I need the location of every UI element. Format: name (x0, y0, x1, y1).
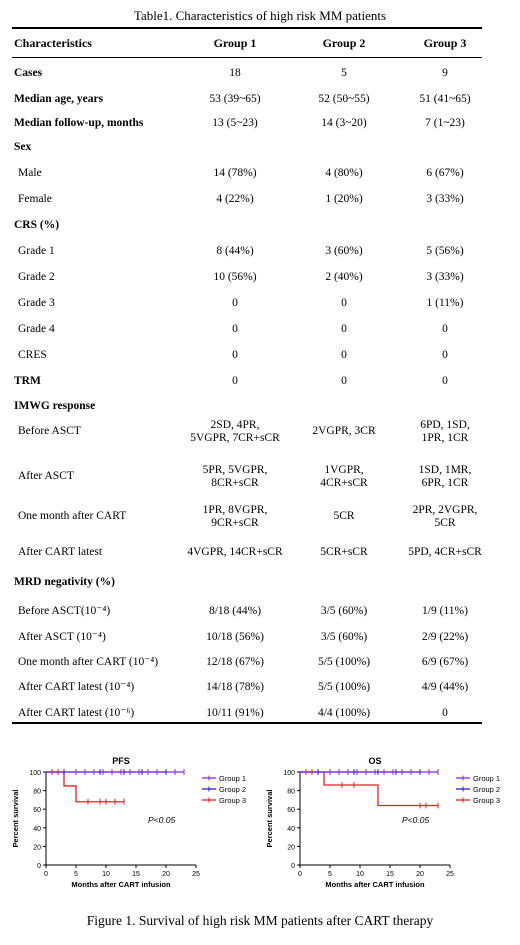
header-characteristics: Characteristics (14, 36, 92, 50)
cell-group-3: 51 (41~65) (419, 93, 471, 105)
cell-group-1: 12/18 (67%) (206, 656, 264, 668)
cell-group-1: 10/18 (56%) (206, 631, 264, 643)
cell-group-3: 2/9 (22%) (421, 631, 469, 643)
x-tick-label: 20 (416, 871, 424, 878)
cell-group-3: 3 (33%) (426, 271, 464, 283)
y-tick-label: 40 (287, 825, 295, 833)
figure-caption: Figure 1. Survival of high risk MM patients after CART therapy (86, 913, 434, 928)
cell-group-3: 6/9 (67%) (421, 656, 469, 668)
cell-group-2: 0 (341, 375, 347, 387)
legend-entry: Group 1 (219, 774, 247, 783)
row-label: After ASCT (10⁻⁴) (18, 631, 106, 643)
row-label: Median follow-up, months (14, 117, 144, 129)
row-label: Grade 2 (18, 271, 55, 283)
cell-group-1: 10 (56%) (213, 271, 257, 283)
legend-entry: Group 3 (219, 796, 247, 805)
header-group-2: Group 2 (322, 36, 366, 50)
x-tick-label: 25 (446, 871, 454, 878)
survival-curve-group-3 (300, 772, 438, 805)
x-tick-label: 15 (386, 871, 394, 878)
cell-group-1: 0 (232, 375, 238, 387)
y-tick-label: 40 (33, 825, 41, 833)
row-label: Male (18, 167, 42, 179)
cell-group-1: 53 (39~65) (209, 93, 261, 105)
cell-group-3: 1PR, 1CR (421, 431, 469, 444)
row-label: One month after CART (18, 510, 127, 522)
cell-group-1: 18 (229, 67, 241, 79)
cell-group-3: 9 (442, 67, 448, 79)
y-tick-label: 100 (29, 770, 41, 777)
cell-group-3: 2PR, 2VGPR, (412, 503, 478, 516)
survival-curve-group-3 (46, 772, 124, 802)
cell-group-1: 8CR+sCR (211, 476, 259, 489)
cell-group-1: 1PR, 8VGPR, (202, 503, 268, 516)
cell-group-3: 7 (1~23) (425, 117, 465, 129)
cell-group-2: 2 (40%) (325, 271, 363, 283)
cell-group-1: 5VGPR, 7CR+sCR (190, 431, 280, 444)
legend-entry: Group 1 (473, 774, 501, 783)
row-label: After CART latest (18, 546, 103, 558)
x-tick-label: 5 (328, 871, 332, 878)
cell-group-3: 6PD, 1SD, (420, 418, 470, 431)
cell-group-2: 5 (341, 67, 347, 79)
table-bottom-rule (12, 722, 482, 724)
cell-group-2: 1VGPR, (324, 463, 364, 476)
cell-group-2: 1 (20%) (325, 193, 363, 205)
cell-group-1: 9CR+sCR (211, 516, 259, 529)
cell-group-3: 1SD, 1MR, (418, 463, 472, 476)
cell-group-3: 0 (442, 707, 448, 719)
row-label: Grade 1 (18, 245, 55, 257)
cell-group-3: 1/9 (11%) (422, 605, 468, 617)
row-label: CRS (%) (14, 219, 60, 231)
cell-group-2: 52 (50~55) (318, 93, 370, 105)
cell-group-3: 0 (442, 349, 448, 361)
cell-group-3: 5 (56%) (426, 245, 464, 257)
row-label: One month after CART (10⁻⁴) (18, 656, 159, 668)
cell-group-1: 0 (232, 349, 238, 361)
cell-group-2: 5CR+sCR (320, 546, 368, 558)
cell-group-1: 4 (22%) (216, 193, 254, 205)
cell-group-2: 0 (341, 297, 347, 309)
y-axis-label: Percent survival (11, 789, 20, 848)
os-chart (262, 752, 514, 897)
x-tick-label: 15 (132, 871, 140, 878)
y-tick-label: 0 (37, 863, 41, 870)
chart-title: PFS (112, 756, 130, 766)
row-label: Sex (14, 141, 32, 153)
x-tick-label: 10 (102, 871, 110, 878)
cell-group-1: 8 (44%) (216, 245, 254, 257)
cell-group-3: 0 (442, 375, 448, 387)
cell-group-2: 14 (3~20) (321, 117, 367, 129)
header-group-1: Group 1 (213, 36, 257, 50)
header-group-3: Group 3 (423, 36, 467, 50)
row-label: Female (18, 193, 52, 205)
cell-group-2: 0 (341, 349, 347, 361)
cell-group-1: 14/18 (78%) (206, 681, 264, 693)
row-label: After CART latest (10⁻⁶) (18, 707, 135, 719)
legend-entry: Group 2 (219, 785, 247, 794)
cell-group-1: 0 (232, 297, 238, 309)
table-header-rule (12, 57, 482, 58)
row-label: After CART latest (10⁻⁴) (18, 681, 135, 693)
cell-group-2: 4 (80%) (325, 167, 363, 179)
cell-group-2: 5/5 (100%) (317, 681, 371, 693)
cell-group-1: 5PR, 5VGPR, (202, 463, 268, 476)
y-tick-label: 60 (287, 807, 295, 815)
cell-group-3: 0 (442, 323, 448, 335)
cell-group-1: 0 (232, 323, 238, 335)
x-tick-label: 5 (74, 871, 78, 878)
row-label: TRM (14, 375, 41, 387)
x-tick-label: 20 (162, 871, 170, 878)
cell-group-1: 2SD, 4PR, (210, 418, 260, 431)
x-tick-label: 0 (44, 871, 48, 878)
pfs-chart (8, 752, 260, 897)
cell-group-2: 3/5 (60%) (320, 605, 368, 617)
table-top-rule (12, 27, 482, 29)
cell-group-1: 14 (78%) (213, 167, 257, 179)
cell-group-2: 3/5 (60%) (320, 631, 368, 643)
cell-group-1: 4VGPR, 14CR+sCR (187, 546, 283, 558)
row-label: Cases (14, 67, 43, 79)
p-value-annotation: P<0.05 (402, 815, 430, 826)
row-label: Grade 3 (18, 297, 55, 309)
cell-group-3: 6 (67%) (426, 167, 464, 179)
cell-group-3: 5PD, 4CR+sCR (408, 546, 482, 558)
p-value-annotation: P<0.05 (148, 815, 176, 826)
table-caption: Table1. Characteristics of high risk MM patients (133, 8, 387, 23)
x-axis-label: Months after CART infusion (325, 880, 425, 889)
y-tick-label: 100 (283, 770, 295, 777)
row-label: CRES (18, 349, 47, 361)
row-label: Grade 4 (18, 323, 55, 335)
legend-entry: Group 2 (473, 785, 501, 794)
cell-group-1: 8/18 (44%) (208, 605, 262, 617)
y-tick-label: 0 (291, 863, 295, 870)
y-axis-label: Percent survival (265, 789, 274, 848)
row-label: IMWG response (14, 400, 96, 412)
cell-group-2: 3 (60%) (325, 245, 363, 257)
y-tick-label: 20 (33, 844, 41, 852)
cell-group-3: 3 (33%) (426, 193, 464, 205)
y-tick-label: 80 (33, 788, 41, 796)
y-tick-label: 60 (33, 807, 41, 815)
cell-group-3: 1 (11%) (426, 297, 464, 309)
row-label: MRD negativity (%) (14, 576, 115, 588)
legend-entry: Group 3 (473, 796, 501, 805)
x-axis-label: Months after CART infusion (71, 880, 171, 889)
chart-title: OS (368, 756, 382, 766)
cell-group-2: 5CR (333, 510, 355, 522)
cell-group-2: 5/5 (100%) (317, 656, 371, 668)
row-label: Median age, years (14, 93, 104, 105)
x-tick-label: 0 (298, 871, 302, 878)
cell-group-3: 6PR, 1CR (421, 476, 469, 489)
cell-group-2: 4CR+sCR (320, 476, 368, 489)
row-label: Before ASCT(10⁻⁴) (18, 605, 111, 617)
x-tick-label: 25 (192, 871, 200, 878)
y-tick-label: 20 (287, 844, 295, 852)
cell-group-3: 5CR (434, 516, 456, 529)
cell-group-2: 2VGPR, 3CR (312, 425, 376, 437)
row-label: After ASCT (18, 470, 74, 482)
cell-group-2: 4/4 (100%) (317, 707, 371, 719)
cell-group-1: 13 (5~23) (212, 117, 258, 129)
cell-group-2: 0 (341, 323, 347, 335)
cell-group-3: 4/9 (44%) (421, 681, 469, 693)
y-tick-label: 80 (287, 788, 295, 796)
cell-group-1: 10/11 (91%) (206, 707, 264, 719)
row-label: Before ASCT (18, 425, 81, 437)
x-tick-label: 10 (356, 871, 364, 878)
